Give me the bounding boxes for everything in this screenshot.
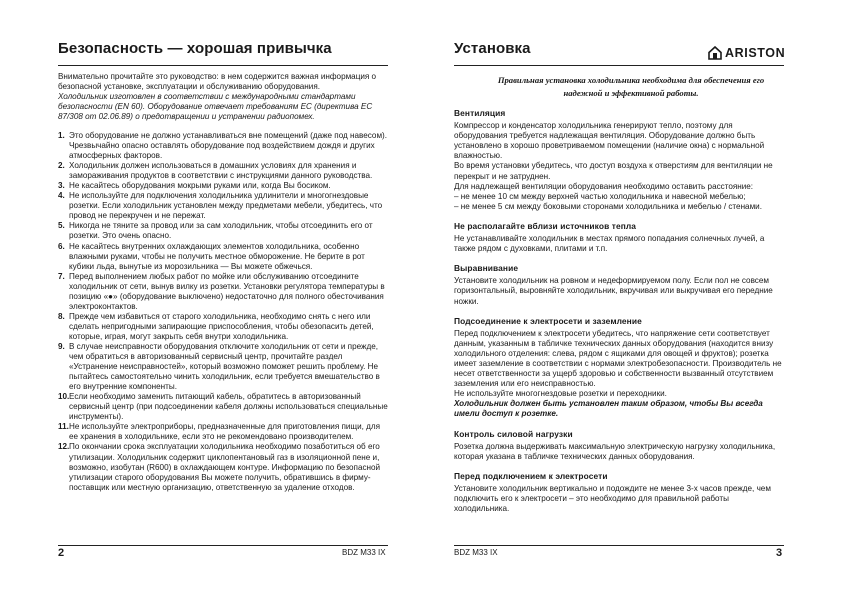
- list-item: [58, 221, 388, 241]
- model-footer: BDZ M33 IX: [342, 548, 386, 557]
- item-text: Это оборудование не должно устанавливаться вне помещений (даже под навесом). Чрезвычайно опасно оставлять оборудование под воздействием дождя и других атмосферных факторов.: [69, 131, 388, 161]
- section-heading: Подсоединение к электросети и заземление: [454, 315, 642, 326]
- footer-rule: [454, 545, 784, 546]
- title-rule: [58, 65, 388, 66]
- list-item: [58, 242, 388, 272]
- paragraph: Перед подключением к электросети убедитесь, что напряжение сети соответствует данным, указанным в табличке технических данных оборудования (находится внизу холодильного отделения: слева, рядом с ящиками для овощей и фруктов); розетка имеет заземление в соответствии с нормами электробезопасности. Производитель не несет ответственности за ущерб здоровью и собственности вызванный отсутствием заземления или его неисправностью.: [454, 328, 782, 389]
- item-number: 10.: [58, 392, 70, 402]
- paragraph: Не используйте многогнездовые розетки и переходники.: [454, 389, 667, 399]
- item-number: 6.: [58, 241, 65, 251]
- section-heading: Перед подключением к электросети: [454, 470, 608, 481]
- item-text: Перед выполнением любых работ по мойке или обслуживанию отсоедините холодильник от сети, вынув вилку из розетки. Установки регулятора температуры в позицию «●» (оборудование выключено) недостаточно для полного обесточивания электроконтактов.: [69, 271, 385, 311]
- list-item: [58, 342, 388, 392]
- item-number: 9.: [58, 341, 65, 351]
- paragraph: – не менее 10 см между верхней частью холодильника и навесной мебелью;: [454, 191, 746, 201]
- item-number: 2.: [58, 161, 65, 171]
- brand-logo: [708, 46, 785, 60]
- intro-block: [58, 72, 388, 122]
- section-electrical: [454, 316, 784, 420]
- paragraph: Во время установки убедитесь, что доступ воздуха к отверстиям для вентиляции не перекрыт и не затруднен.: [454, 161, 773, 181]
- section-heading: Выравнивание: [454, 263, 519, 274]
- section-before-connect: [454, 471, 784, 514]
- page-title: Установка: [454, 40, 531, 57]
- paragraph: Для надлежащей вентиляции оборудования необходимо оставить расстояние:: [454, 181, 754, 191]
- model-footer: BDZ M33 IX: [454, 548, 498, 557]
- paragraph: Компрессор и конденсатор холодильника генерируют тепло, поэтому для оборудования требуется надлежащая вентиляция. Оборудование должно быть установлено в хорошо проветриваемом помещении (наличие окна) с нормальной влажностью.: [454, 121, 765, 161]
- intro-text: Внимательно прочитайте это руководство: в нем содержится важная информация о безопасной установке, эксплуатации и обслуживанию оборудования.: [58, 72, 377, 92]
- item-text: В случае неисправности оборудования отключите холодильник от сети и прежде, чем обратиться в авторизованный сервисный центр, прочитайте раздел «Устранение неисправностей», который возможно поможет решить проблему. Не пытайтесь самостоятельно чинить холодильник, если требуется вмешательство в его внутренние компоненты.: [69, 341, 380, 392]
- list-item: [58, 272, 388, 312]
- item-number: 3.: [58, 181, 65, 191]
- safety-rules-list: [58, 131, 388, 493]
- paragraph: – не менее 5 см между боковыми сторонами холодильника и мебелью / стенами.: [454, 201, 762, 211]
- intro-italic-text: Холодильник изготовлен в соответствии с международными стандартами безопасности (EN 60). Оборудование отвечает требованиям ЕС (директива ЕС 87/308 от 02.06.89) о предотвращении и устранении радиопомех.: [58, 92, 373, 122]
- item-text: Прежде чем избавиться от старого холодильника, необходимо снять с него или сделать непригодными запирающие приспособления, чтобы обезопасить детей, которые, играя, могут закрыть себя внутри холодильника.: [69, 311, 374, 341]
- item-number: 1.: [58, 131, 65, 140]
- section-heading: Не располагайте вблизи источников тепла: [454, 220, 637, 231]
- item-text: Не используйте электроприборы, предназначенные для приготовления пищи, для ее хранения в холодильнике, если это не рекомендовано производителем.: [69, 422, 381, 442]
- item-number: 8.: [58, 311, 65, 321]
- item-number: 7.: [58, 271, 65, 281]
- list-item: [58, 422, 388, 442]
- paragraph: Розетка должна выдерживать максимальную электрическую нагрузку холодильника, которая указана в табличке технических данных оборудования.: [454, 441, 776, 461]
- item-text: Холодильник должен использоваться в домашних условиях для хранения и замораживания продуктов в соответствии с инструкциями данного руководства.: [69, 161, 373, 181]
- item-number: 4.: [58, 191, 65, 201]
- list-item: [58, 131, 388, 161]
- item-number: 5.: [58, 221, 65, 231]
- item-text: Если необходимо заменить питающий кабель, обратитесь в авторизованный сервисный центр (при подсоединении кабеля должны использоваться специальные инструменты).: [69, 392, 388, 422]
- ariston-house-logo-icon: [708, 46, 722, 60]
- list-item: [58, 181, 388, 191]
- paragraph: Установите холодильник на ровном и недеформируемом полу. Если пол не совсем горизонтальный, выровняйте холодильник, вкручивая или выкручивая его передние ножки.: [454, 276, 773, 306]
- list-item: [58, 161, 388, 181]
- section-heading: Вентиляция: [454, 108, 506, 118]
- item-text: Не касайтесь оборудования мокрыми руками или, когда Вы босиком.: [69, 181, 331, 191]
- list-item: [58, 442, 388, 492]
- list-item: [58, 312, 388, 342]
- section-heading: Контроль силовой нагрузки: [454, 428, 573, 439]
- item-number: 12.: [58, 442, 70, 452]
- installation-sections: [454, 108, 784, 523]
- item-number: 11.: [58, 422, 69, 432]
- list-item: [58, 191, 388, 221]
- item-text: Никогда не тяните за провод или за сам холодильник, чтобы отсоединить его от розетки. Это очень опасно.: [69, 221, 373, 241]
- right-page: [421, 0, 842, 595]
- item-text: Не используйте для подключения холодильника удлинители и многогнездовые розетки. Если холодильник установлен между предметами мебели, убедитесь, что провод не перекручен и не пережат.: [69, 191, 383, 221]
- section-leveling: [454, 263, 784, 306]
- section-load: [454, 429, 784, 462]
- page-number: 2: [58, 547, 65, 559]
- item-text: Не касайтесь внутренних охлаждающих элементов холодильника, особенно влажными руками, чтобы не получить местное обморожение. Не берите в рот кубики льда, вынутые из морозильника — Вы можете обжечься.: [69, 241, 365, 271]
- footer-rule: [58, 545, 388, 546]
- list-item: [58, 392, 388, 422]
- paragraph: Не устанавливайте холодильник в местах прямого попадания солнечных лучей, а также рядом с духовками, плитами и т.п.: [454, 234, 765, 254]
- emphasis-paragraph: Холодильник должен быть установлен таким образом, чтобы Вы всегда имели доступ к розетке.: [454, 399, 763, 419]
- page-number: 3: [776, 547, 783, 559]
- title-rule: [454, 65, 784, 66]
- installation-subtitle: Правильная установка холодильника необходима для обеспечения его надежной и эффективной работы.: [497, 75, 765, 98]
- item-text: По окончании срока эксплуатации холодильника необходимо позаботиться об его утилизации. Холодильник содержит циклопентановый газ в изоляционной пене и, возможно, изобутан (R600) в охлаждающем контуре. Информацию по безопасной утилизации старого оборудования Вы можете получить, обратившись в фирму-поставщик или местную организацию, ответственную за удаление отходов.: [69, 442, 381, 492]
- paragraph: Установите холодильник вертикально и подождите не менее 3-х часов прежде, чем подключить его к электросети – это необходимо для правильной работы холодильника.: [454, 483, 771, 514]
- brand-name: ARISTON: [725, 46, 786, 60]
- section-heat-sources: [454, 221, 784, 254]
- page-title: Безопасность — хорошая привычка: [58, 40, 332, 57]
- section-ventilation: [454, 108, 784, 212]
